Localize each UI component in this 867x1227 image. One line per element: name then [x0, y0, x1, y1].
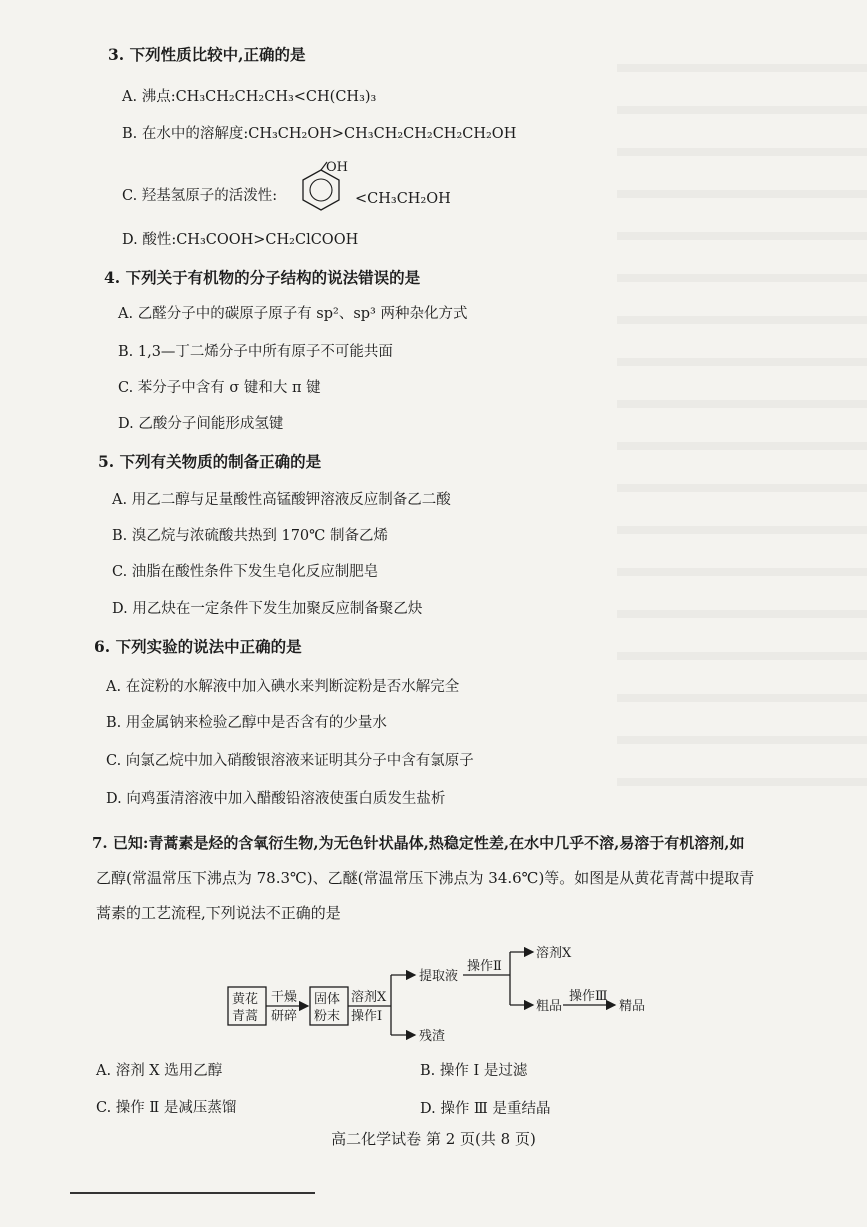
bleed-through-shadow [617, 30, 867, 790]
bottom-rule [70, 1192, 315, 1194]
q7-stem-line3: 蒿素的工艺流程,下列说法不正确的是 [96, 904, 341, 922]
flow-box1-line2: 青蒿 [232, 1009, 259, 1024]
q7-option-d: D. 操作 Ⅲ 是重结晶 [420, 1101, 551, 1117]
q4-option-c: C. 苯分子中含有 σ 键和大 π 键 [118, 380, 321, 396]
q6-option-d: D. 向鸡蛋清溶液中加入醋酸铅溶液使蛋白质发生盐析 [106, 791, 446, 807]
q3-stem: 3. 下列性质比较中,正确的是 [108, 45, 306, 64]
flow-extract-label: 提取液 [419, 969, 459, 984]
flow-residue-label: 残渣 [419, 1029, 446, 1044]
q7-option-a: A. 溶剂 X 选用乙醇 [96, 1063, 223, 1079]
q4-option-b: B. 1,3—丁二烯分子中所有原子不可能共面 [118, 344, 393, 360]
flow-arrow1-bottom: 研碎 [271, 1009, 298, 1024]
phenol-oh-label: OH [326, 160, 348, 175]
q3-option-d: D. 酸性:CH₃COOH>CH₂ClCOOH [122, 232, 359, 248]
q5-stem: 5. 下列有关物质的制备正确的是 [98, 452, 322, 471]
q4-option-a: A. 乙醛分子中的碳原子原子有 sp²、sp³ 两种杂化方式 [118, 306, 468, 322]
flow-crude-label: 粗品 [536, 999, 563, 1014]
q3-option-c-suffix: <CH₃CH₂OH [355, 191, 451, 207]
q3-option-b: B. 在水中的溶解度:CH₃CH₂OH>CH₃CH₂CH₂CH₂CH₂OH [122, 126, 517, 142]
q7-stem-line2: 乙醇(常温常压下沸点为 78.3℃)、乙醚(常温常压下沸点为 34.6℃)等。如图是从黄花青蒿中提取青 [96, 869, 755, 887]
flow-arrow2-bottom: 操作Ⅰ [351, 1009, 383, 1024]
flow-solvent-x-label: 溶剂X [536, 946, 572, 961]
flow-box1-line1: 黄花 [232, 992, 259, 1007]
flow-arrow1-top: 干燥 [271, 990, 298, 1005]
q6-option-b: B. 用金属钠来检验乙醇中是否含有的少量水 [106, 715, 387, 731]
q5-option-a: A. 用乙二醇与足量酸性高锰酸钾溶液反应制备乙二酸 [112, 492, 451, 508]
q3-option-c-prefix: C. 羟基氢原子的活泼性: [122, 188, 278, 204]
flow-op2-label: 操作Ⅱ [467, 959, 502, 974]
extraction-flowchart [225, 940, 665, 1044]
q7-option-c: C. 操作 Ⅱ 是减压蒸馏 [96, 1100, 237, 1116]
q5-option-d: D. 用乙炔在一定条件下发生加聚反应制备聚乙炔 [112, 601, 423, 617]
q6-option-a: A. 在淀粉的水解液中加入碘水来判断淀粉是否水解完全 [106, 679, 460, 695]
q4-stem: 4. 下列关于有机物的分子结构的说法错误的是 [104, 268, 421, 287]
flow-fine-label: 精品 [619, 999, 646, 1014]
flow-box2-line1: 固体 [314, 992, 341, 1007]
q6-option-c: C. 向氯乙烷中加入硝酸银溶液来证明其分子中含有氯原子 [106, 753, 474, 769]
flow-arrow2-top: 溶剂X [351, 990, 387, 1005]
flow-op3-label: 操作Ⅲ [569, 989, 608, 1004]
flow-box2-line2: 粉末 [314, 1009, 341, 1024]
q3-option-a: A. 沸点:CH₃CH₂CH₂CH₃<CH(CH₃)₃ [122, 89, 377, 105]
q4-option-d: D. 乙酸分子间能形成氢键 [118, 416, 284, 432]
q7-option-b: B. 操作 Ⅰ 是过滤 [420, 1063, 528, 1079]
q6-stem: 6. 下列实验的说法中正确的是 [94, 637, 302, 656]
page-footer: 高二化学试卷 第 2 页(共 8 页) [331, 1130, 536, 1148]
q5-option-b: B. 溴乙烷与浓硫酸共热到 170℃ 制备乙烯 [112, 528, 388, 544]
q5-option-c: C. 油脂在酸性条件下发生皂化反应制肥皂 [112, 564, 379, 580]
q7-stem-line1: 7. 已知:青蒿素是烃的含氧衍生物,为无色针状晶体,热稳定性差,在水中几乎不溶,易溶于有机溶剂,如 [92, 834, 745, 852]
